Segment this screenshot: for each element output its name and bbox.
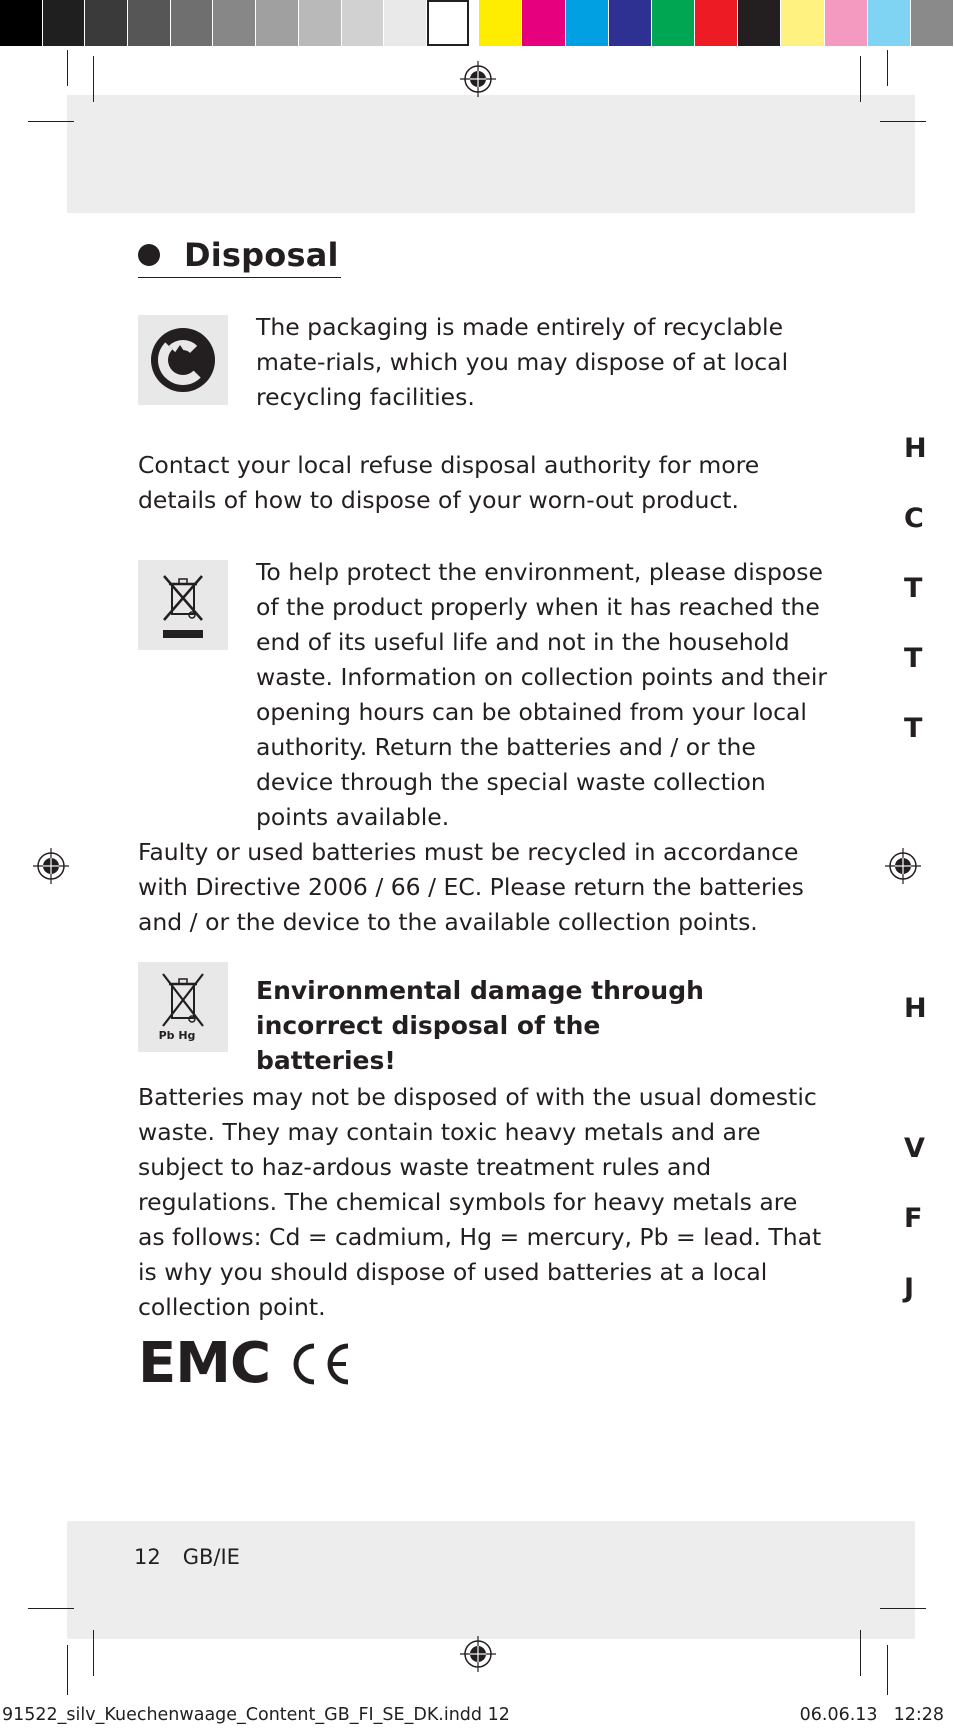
page-number: 12 xyxy=(134,1545,161,1569)
adjacent-page-fragment: J xyxy=(904,1273,915,1304)
adjacent-page-fragment: T xyxy=(904,713,923,744)
crop-mark xyxy=(67,50,68,86)
crop-mark xyxy=(887,50,888,86)
green-dot-recycling-icon xyxy=(150,327,216,393)
heading-bullet xyxy=(138,244,160,266)
emc-ce-marks xyxy=(138,1331,356,1396)
crop-mark xyxy=(860,56,861,102)
adjacent-page-fragment: H xyxy=(904,993,927,1024)
gray-swatch xyxy=(384,0,427,46)
page-footer xyxy=(134,1545,240,1569)
color-swatch xyxy=(652,0,695,46)
adjacent-page-fragment: T xyxy=(904,643,923,674)
slug-time: 12:28 xyxy=(893,1705,944,1725)
gray-swatch xyxy=(256,0,299,46)
adjacent-page-fragment: V xyxy=(904,1133,925,1164)
footer-band xyxy=(67,1521,915,1639)
gray-swatch xyxy=(85,0,128,46)
crop-mark xyxy=(880,121,926,122)
gray-swatch xyxy=(128,0,171,46)
color-swatch xyxy=(825,0,868,46)
crop-mark xyxy=(887,1645,888,1695)
crop-mark xyxy=(67,1645,68,1695)
directive-paragraph: Faulty or used batteries must be recycled in accordance with Directive 2006 / 66 / EC. Please return the batteries and / or the device to the available collection points. xyxy=(138,838,804,936)
battery-warning-title: Environmental damage through incorrect disposal of the batteries! xyxy=(256,976,704,1075)
crop-mark xyxy=(28,121,74,122)
color-swatch xyxy=(911,0,954,46)
adjacent-page-fragment: H xyxy=(904,433,927,464)
color-swatch xyxy=(522,0,565,46)
environment-paragraph: To help protect the environment, please dispose of the product properly when it has reached the end of its useful life and not in the household waste. Information on collection points and their opening hours can be obtained from your local authority. Return the batteries and / or the device through the special waste collection points available. xyxy=(256,558,828,831)
crossed-bin-pbhg-icon xyxy=(157,970,209,1030)
color-swatch xyxy=(868,0,911,46)
crop-mark xyxy=(28,1608,74,1609)
gray-swatch xyxy=(213,0,256,46)
color-calibration-bar xyxy=(0,0,954,46)
registration-mark-icon xyxy=(32,847,70,885)
adjacent-page-fragment: T xyxy=(904,573,923,604)
contact-paragraph: Contact your local refuse disposal authority for more details of how to dispose of your worn-out product. xyxy=(138,451,760,514)
color-swatch xyxy=(566,0,609,46)
crop-mark xyxy=(93,1630,94,1676)
color-swatch xyxy=(695,0,738,46)
crop-mark xyxy=(860,1630,861,1676)
gray-swatch xyxy=(43,0,86,46)
battery-icon-label: Pb Hg xyxy=(158,1029,196,1042)
slug-timestamp xyxy=(800,1705,944,1725)
swatch-gap xyxy=(470,0,480,46)
region-label: GB/IE xyxy=(182,1545,240,1569)
color-swatch xyxy=(738,0,781,46)
gray-swatch xyxy=(0,0,43,46)
slug-date: 06.06.13 xyxy=(799,1705,878,1725)
registration-mark-icon xyxy=(884,847,922,885)
adjacent-page-fragment: C xyxy=(904,503,924,534)
adjacent-page-fragment: F xyxy=(904,1203,923,1234)
recycling-icon-box xyxy=(138,315,228,405)
color-swatch xyxy=(609,0,652,46)
gray-swatch xyxy=(427,0,470,46)
gray-swatch xyxy=(299,0,342,46)
page-title: Disposal xyxy=(184,235,339,274)
ce-mark-icon xyxy=(284,1340,356,1388)
slug-filename: 91522_silv_Kuechenwaage_Content_GB_FI_SE_DK.indd 12 xyxy=(2,1705,510,1725)
color-swatch xyxy=(781,0,824,46)
color-swatch xyxy=(479,0,522,46)
section-heading xyxy=(138,232,341,278)
crossed-bin-icon xyxy=(156,570,210,640)
emc-mark: EMC xyxy=(138,1331,271,1396)
gray-swatch xyxy=(342,0,385,46)
registration-mark-icon xyxy=(459,60,497,98)
batteries-paragraph: Batteries may not be disposed of with the usual domestic waste. They may contain toxic heavy metals and are subject to haz-ardous waste treatment rules and regulations. The chemical symbols for heavy metals are as follows: Cd = cadmium, Hg = mercury, Pb = lead. That is why you should dispose of used batteries at a local collection point. xyxy=(138,1083,822,1321)
crop-mark xyxy=(880,1608,926,1609)
weee-icon-box xyxy=(138,560,228,650)
battery-icon-box xyxy=(138,962,228,1052)
registration-mark-icon xyxy=(459,1635,497,1673)
crop-mark xyxy=(93,56,94,102)
header-band xyxy=(67,95,915,213)
gray-swatch xyxy=(171,0,214,46)
packaging-paragraph: The packaging is made entirely of recyclable mate-rials, which you may dispose of at local recycling facilities. xyxy=(256,313,789,411)
